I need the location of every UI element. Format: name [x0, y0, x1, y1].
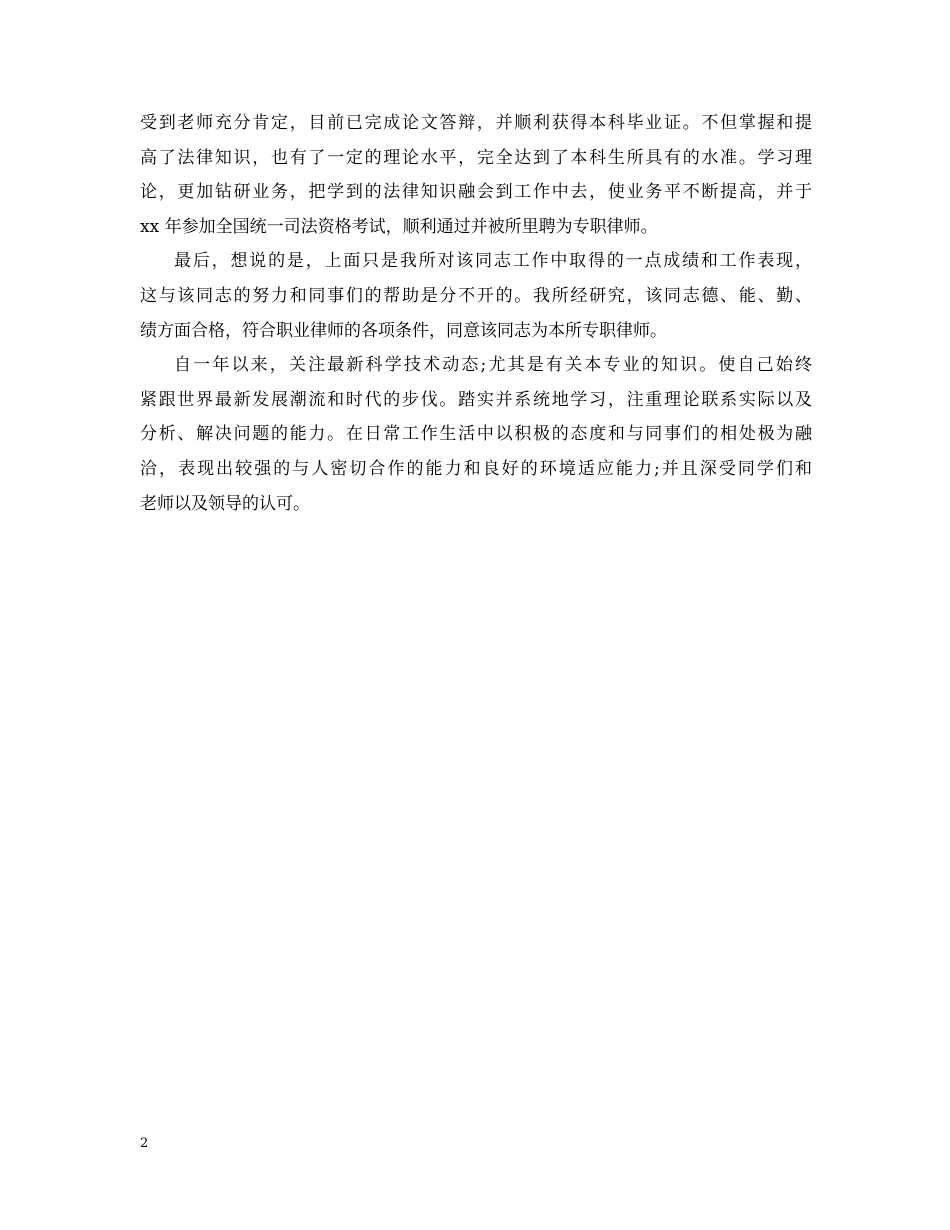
paragraph-2-line-2: 这与该同志的努力和同事们的帮助是分不开的。我所经研究，该同志德、能、勤、	[140, 285, 812, 306]
paragraph-1-line-4: xx 年参加全国统一司法资格考试，顺利通过并被所里聘为专职律师。	[140, 216, 658, 237]
paragraph-3-line-1: 自一年以来，关注最新科学技术动态;尤其是有关本专业的知识。使自己始终	[174, 355, 812, 376]
page-number: 2	[140, 1136, 149, 1151]
body-text	[140, 112, 812, 527]
paragraph-1-line-2: 高了法律知识，也有了一定的理论水平，完全达到了本科生所具有的水准。学习理	[140, 147, 812, 168]
paragraph-3-line-4: 洽，表现出较强的与人密切合作的能力和良好的环境适应能力;并且深受同学们和	[140, 458, 812, 479]
paragraph-3-line-2: 紧跟世界最新发展潮流和时代的步伐。踏实并系统地学习，注重理论联系实际以及	[140, 389, 812, 410]
paragraph-3-line-3: 分析、解决问题的能力。在日常工作生活中以积极的态度和与同事们的相处极为融	[140, 424, 812, 445]
paragraph-2-line-1: 最后，想说的是，上面只是我所对该同志工作中取得的一点成绩和工作表现，	[174, 251, 812, 272]
paragraph-1-line-1: 受到老师充分肯定，目前已完成论文答辩，并顺利获得本科毕业证。不但掌握和提	[140, 113, 812, 133]
paragraph-3-line-5: 老师以及领导的认可。	[140, 493, 310, 514]
paragraph-1-line-3: 论，更加钻研业务，把学到的法律知识融会到工作中去，使业务平不断提高，并于	[140, 182, 812, 203]
paragraph-2-line-3: 绩方面合格，符合职业律师的各项条件，同意该同志为本所专职律师。	[140, 320, 667, 341]
